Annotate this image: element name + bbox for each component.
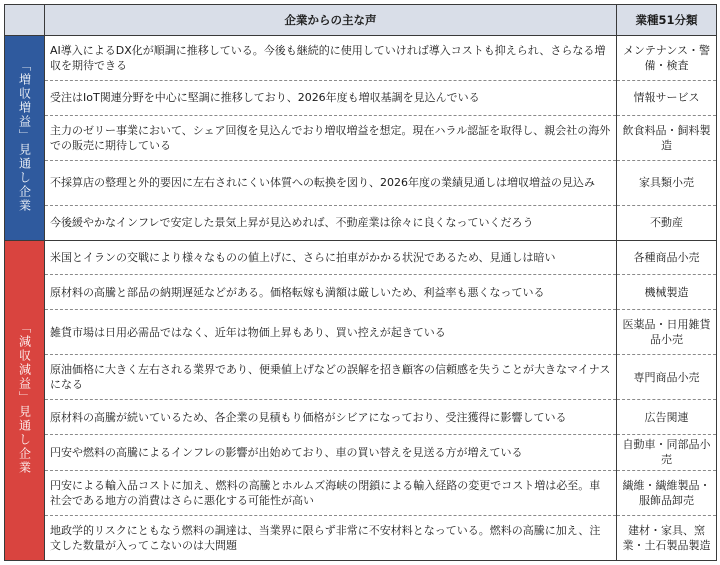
category-label: 「減収減益」見通し企業: [17, 321, 32, 476]
voice-cell: 円安や燃料の高騰によるインフレの影響が出始めており、車の買い替えを見送る方が増えている: [45, 434, 617, 470]
voice-cell: 今後緩やかなインフレで安定した景気上昇が見込めれば、不動産業は徐々に良くなっていくだろう: [45, 205, 617, 240]
header-voice: 企業からの主な声: [45, 5, 617, 36]
header-corner: [5, 5, 45, 36]
industry-cell: メンテナンス・警備・検査: [617, 36, 717, 81]
industry-cell: 情報サービス: [617, 81, 717, 116]
voice-cell: 受注はIoT関連分野を中心に堅調に推移しており、2026年度も増収基調を見込んでいる: [45, 81, 617, 116]
category-label: 「増収増益」見通し企業: [17, 58, 32, 213]
voice-cell: AI導入によるDX化が順調に推移している。今後も継続的に使用していければ導入コストも抑えられ、さらなる増収を期待できる: [45, 36, 617, 81]
industry-cell: 自動車・同部品小売: [617, 434, 717, 470]
table-row: [5, 160, 717, 205]
category-increase: [5, 36, 45, 241]
survey-table-container: [4, 4, 716, 561]
industry-cell: 飲食料品・飼料製造: [617, 115, 717, 160]
voice-cell: 円安による輸入品コストに加え、燃料の高騰とホルムズ海峡の閉鎖による輸入経路の変更でコスト増は必至。車社会である地方の消費はさらに悪化する可能性が高い: [45, 470, 617, 515]
industry-cell: 建材・家具、窯業・土石製品製造: [617, 515, 717, 560]
voice-cell: 主力のゼリー事業において、シェア回復を見込んでおり増収増益を想定。現在ハラル認証を取得し、親会社の海外での販売に期待している: [45, 115, 617, 160]
industry-cell: 家具類小売: [617, 160, 717, 205]
industry-cell: 専門商品小売: [617, 355, 717, 400]
table-row: [5, 515, 717, 560]
table-row: [5, 205, 717, 240]
table-row: [5, 36, 717, 81]
category-decrease: [5, 240, 45, 560]
voice-cell: 原油価格に大きく左右される業界であり、便乗値上げなどの誤解を招き顧客の信頼感を失うことが大きなマイナスになる: [45, 355, 617, 400]
header-industry: 業種51分類: [617, 5, 717, 36]
table-row: [5, 355, 717, 400]
voice-cell: 雑貨市場は日用必需品ではなく、近年は物価上昇もあり、買い控えが起きている: [45, 310, 617, 355]
table-row: [5, 115, 717, 160]
table-row: [5, 310, 717, 355]
industry-cell: 医薬品・日用雑貨品小売: [617, 310, 717, 355]
table-row: [5, 400, 717, 435]
voice-cell: 地政学的リスクにともなう燃料の調達は、当業界に限らず非常に不安材料となっている。燃料の高騰に加え、注文した数量が入ってこないのは大問題: [45, 515, 617, 560]
survey-table: [4, 4, 717, 561]
table-row: [5, 240, 717, 275]
voice-cell: 原材料の高騰が続いているため、各企業の見積もり価格がシビアになっており、受注獲得に影響している: [45, 400, 617, 435]
voice-cell: 米国とイランの交戦により様々なものの値上げに、さらに拍車がかかる状況であるため、見通しは暗い: [45, 240, 617, 275]
table-row: [5, 470, 717, 515]
industry-cell: 各種商品小売: [617, 240, 717, 275]
header-row: [5, 5, 717, 36]
voice-cell: 不採算店の整理と外的要因に左右されにくい体質への転換を図り、2026年度の業績見通しは増収増益の見込み: [45, 160, 617, 205]
voice-cell: 原材料の高騰と部品の納期遅延などがある。価格転嫁も満額は厳しいため、利益率も悪くなっている: [45, 275, 617, 310]
industry-cell: 不動産: [617, 205, 717, 240]
table-row: [5, 81, 717, 116]
table-row: [5, 434, 717, 470]
industry-cell: 広告関連: [617, 400, 717, 435]
table-row: [5, 275, 717, 310]
industry-cell: 繊維・繊維製品・服飾品卸売: [617, 470, 717, 515]
industry-cell: 機械製造: [617, 275, 717, 310]
